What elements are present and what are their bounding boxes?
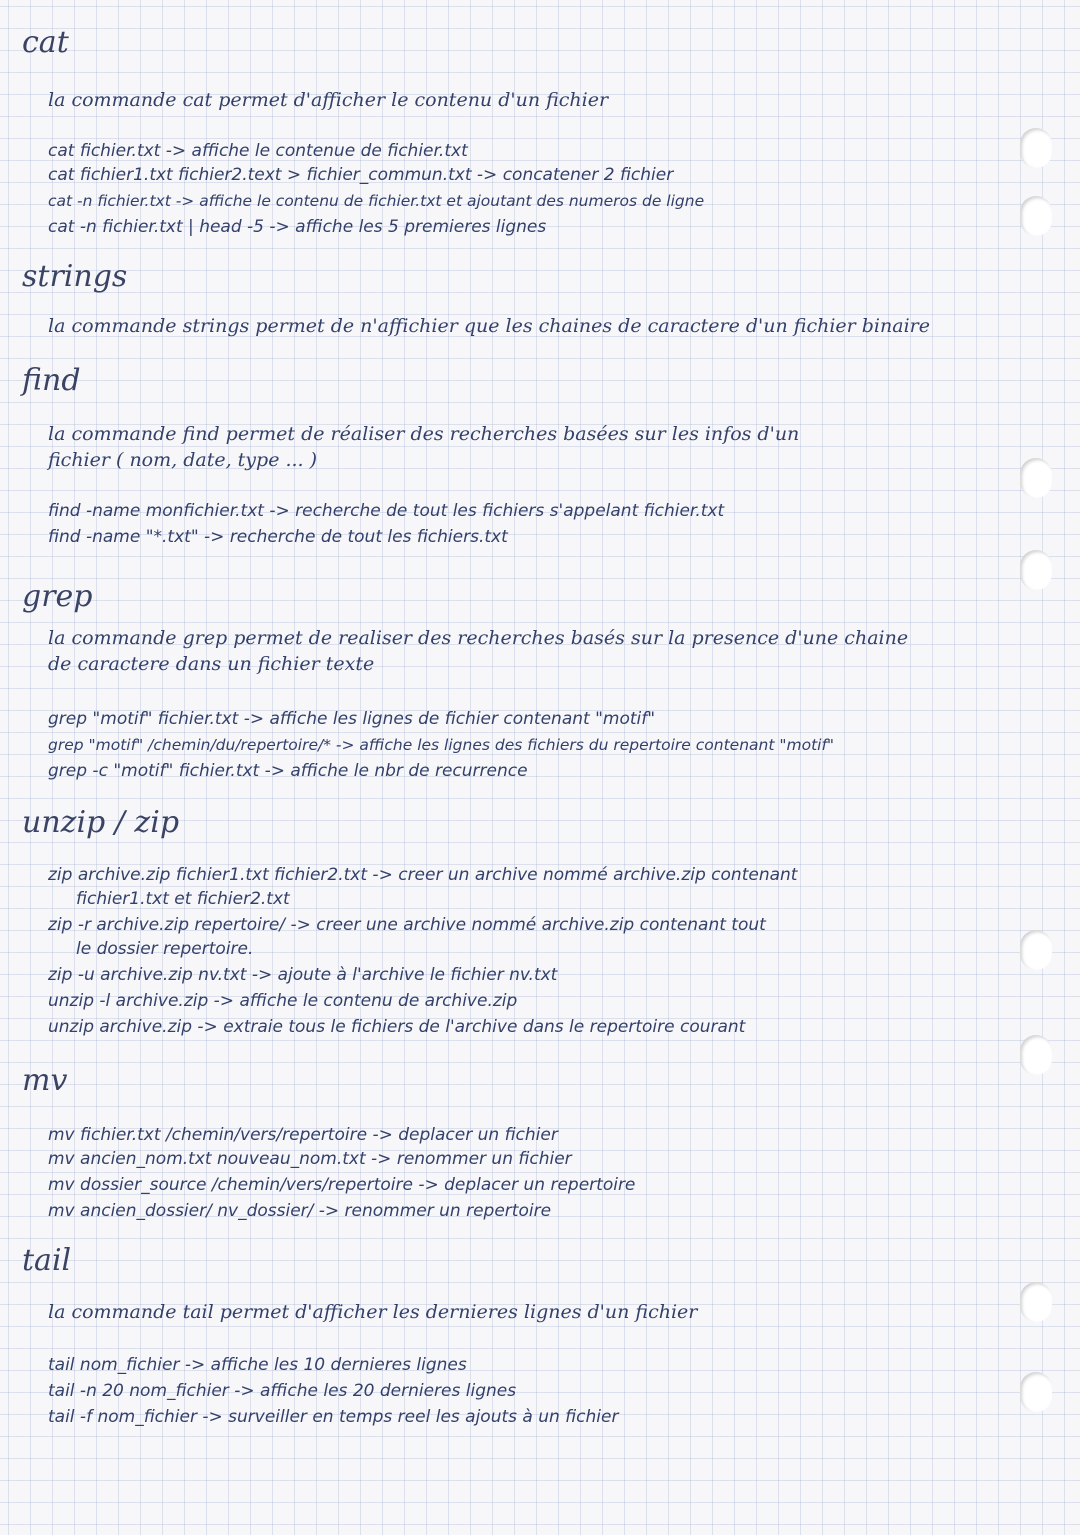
section-desc-find: la commande find permet de réaliser des recherches basées sur les infos d'un <box>48 423 800 445</box>
command-line: zip -u archive.zip nv.txt -> ajoute à l'archive le fichier nv.txt <box>48 965 558 985</box>
section-desc-grep: la commande grep permet de realiser des recherches basés sur la presence d'une chaine <box>48 627 909 649</box>
binder-hole <box>1020 458 1052 498</box>
command-line: unzip -l archive.zip -> affiche le contenu de archive.zip <box>48 991 518 1011</box>
command-line: mv ancien_dossier/ nv_dossier/ -> renommer un repertoire <box>48 1201 552 1221</box>
section-title-find: find <box>22 363 81 398</box>
command-line: unzip archive.zip -> extraie tous le fichiers de l'archive dans le repertoire courant <box>48 1017 746 1037</box>
section-desc-strings: la commande strings permet de n'affichier que les chaines de caractere d'un fichier binaire <box>48 315 930 337</box>
command-line: grep "motif" fichier.txt -> affiche les lignes de fichier contenant "motif" <box>48 709 656 729</box>
command-line: tail -f nom_fichier -> surveiller en temps reel les ajouts à un fichier <box>48 1407 619 1427</box>
binder-hole <box>1020 1372 1052 1412</box>
command-line: grep -c "motif" fichier.txt -> affiche le nbr de recurrence <box>48 761 528 781</box>
section-title-tail: tail <box>22 1243 72 1278</box>
section-desc-cat: la commande cat permet d'afficher le contenu d'un fichier <box>48 89 609 111</box>
command-line: cat fichier1.txt fichier2.text > fichier_commun.txt -> concatener 2 fichier <box>48 165 674 185</box>
command-line: mv dossier_source /chemin/vers/repertoire -> deplacer un repertoire <box>48 1175 636 1195</box>
command-line: find -name monfichier.txt -> recherche de tout les fichiers s'appelant fichier.txt <box>48 501 725 521</box>
section-title-zip: unzip / zip <box>22 805 180 840</box>
binder-hole <box>1020 550 1052 590</box>
command-line: cat fichier.txt -> affiche le contenue de fichier.txt <box>48 141 468 161</box>
command-line: zip -r archive.zip repertoire/ -> creer une archive nommé archive.zip contenant tout <box>48 915 766 935</box>
command-line: fichier1.txt et fichier2.txt <box>76 889 290 909</box>
binder-hole <box>1020 128 1052 168</box>
binder-hole <box>1020 196 1052 236</box>
section-title-grep: grep <box>22 579 93 614</box>
binder-hole <box>1020 1035 1052 1075</box>
section-title-mv: mv <box>22 1063 68 1098</box>
binder-hole <box>1020 1282 1052 1322</box>
section-desc-tail: la commande tail permet d'afficher les dernieres lignes d'un fichier <box>48 1301 698 1323</box>
command-line: zip archive.zip fichier1.txt fichier2.txt -> creer un archive nommé archive.zip contenant <box>48 865 798 885</box>
command-line: mv ancien_nom.txt nouveau_nom.txt -> renommer un fichier <box>48 1149 572 1169</box>
command-line: grep "motif" /chemin/du/repertoire/* -> affiche les lignes des fichiers du repertoire contenant "motif" <box>48 736 835 754</box>
command-line: mv fichier.txt /chemin/vers/repertoire -> deplacer un fichier <box>48 1125 558 1145</box>
command-line: find -name "*.txt" -> recherche de tout les fichiers.txt <box>48 527 508 547</box>
command-line: tail nom_fichier -> affiche les 10 dernieres lignes <box>48 1355 467 1375</box>
command-line: cat -n fichier.txt -> affiche le contenu de fichier.txt et ajoutant des numeros de ligne <box>48 192 705 210</box>
command-line: tail -n 20 nom_fichier -> affiche les 20 dernieres lignes <box>48 1381 517 1401</box>
section-desc-find: fichier ( nom, date, type ... ) <box>48 449 318 471</box>
command-line: le dossier repertoire. <box>76 939 254 959</box>
section-title-strings: strings <box>22 259 128 294</box>
command-line: cat -n fichier.txt | head -5 -> affiche les 5 premieres lignes <box>48 217 547 237</box>
section-desc-grep: de caractere dans un fichier texte <box>48 653 375 675</box>
section-title-cat: cat <box>22 25 69 60</box>
